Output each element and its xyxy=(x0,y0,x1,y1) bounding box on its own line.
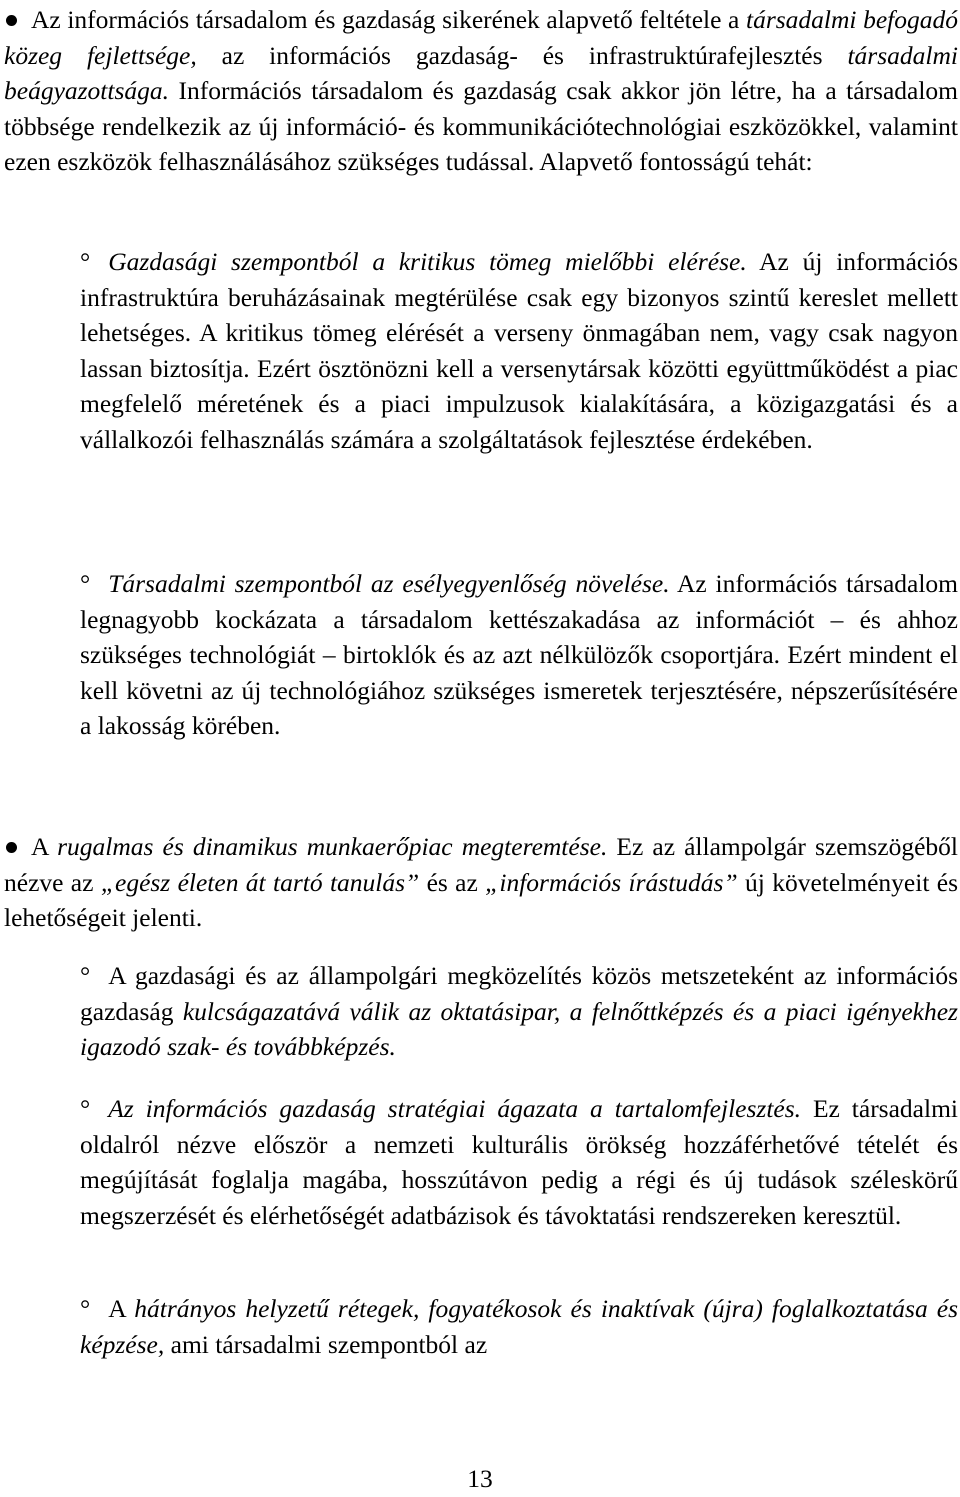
text-run: és az xyxy=(419,867,486,897)
italic-run: rugalmas és dinamikus munkaerőpiac megteremtése. xyxy=(57,832,608,861)
bullet-dot-icon xyxy=(6,842,17,853)
italic-run: Gazdasági szempontból a kritikus tömeg mielőbbi elérése. xyxy=(108,247,747,276)
text-run: Az információs társadalom és gazdaság sikerének alapvető feltétele a xyxy=(31,5,746,34)
italic-run: társadalmi beágyazottsága. xyxy=(4,40,958,106)
text-run: Ez az állampolgár szemszögéből nézve az xyxy=(4,832,958,897)
text-run: új követelményeit és lehetőségeit jelenti. xyxy=(4,867,959,933)
degree-marker-icon: ° xyxy=(80,569,91,598)
text-run: Az információs társadalom legnagyobb kockázata a társadalom kettészakadása az információt – és ahhoz szükséges technológiát – birtoklók és az azt nélkülözők csoportjára. Ezért mindent el kell követni az új technológiához szükséges ismeretek terjesztésére, népszerűsítésére a lakosság körében. xyxy=(80,569,959,741)
sub-paragraph-content xyxy=(80,1091,958,1233)
italic-run: hátrányos helyzetű rétegek, fogyatékosok és inaktívak (újra) foglalkoztatása és képzése, xyxy=(80,1294,958,1359)
italic-run: társadalmi befogadó közeg fejlettsége, xyxy=(4,5,959,70)
text-run: az információs gazdaság- és infrastruktúrafejlesztés xyxy=(196,40,848,70)
degree-marker-icon: ° xyxy=(80,247,91,276)
text-run: A xyxy=(108,1294,135,1323)
sub-paragraph-disadvantaged xyxy=(80,1291,958,1362)
degree-marker-icon: ° xyxy=(80,1294,91,1323)
degree-marker-icon: ° xyxy=(80,1094,91,1123)
text-run: A xyxy=(31,832,58,861)
text-run: Ez társadalmi oldalról nézve először a nemzeti kulturális örökség hozzáférhetővé tételét és megújítását foglalja magába, hosszútávon pedig a régi és új tudások széleskörű megszerzését és elérhetőségét adatbázisok és távoktatási rendszereken keresztül. xyxy=(80,1094,958,1230)
bullet-paragraph-1 xyxy=(4,2,958,180)
sub-paragraph-education xyxy=(80,958,958,1065)
bullet-dot-icon xyxy=(6,15,17,26)
page-number: 13 xyxy=(467,1464,493,1493)
sub-paragraph-social xyxy=(80,566,958,744)
text-run: Információs társadalom és gazdaság csak akkor jön létre, ha a társadalom többsége rendelkezik az új információ- és kommunikációtechnológiai eszközökkel, valamint ezen eszközök felhasználásához szükséges tudással. Alapvető fontosságú tehát: xyxy=(4,76,958,177)
text-run: Az új információs infrastruktúra beruházásainak megtérülése csak egy bizonyos szintű kereslet mellett lehetséges. A kritikus tömeg elérését a verseny önmagában nem, vagy csak nagyon lassan biztosítja. Ezért ösztönözni kell a versenytársak közötti együttműködést a piac megfelelő méretének és a piaci impulzusok kialakítására, a közigazgatási és a vállalkozói felhasználás számára a szolgáltatások fejlesztése érdekében. xyxy=(80,247,958,454)
bullet-paragraph-2 xyxy=(4,829,958,936)
text-run: ami társadalmi szempontból az xyxy=(164,1329,488,1359)
text-run: A gazdasági és az állampolgári megközelítés közös metszeteként az információs gazdaság xyxy=(80,961,958,1026)
italic-run: „egész életen át tartó tanulás” xyxy=(100,867,420,897)
degree-marker-icon: ° xyxy=(80,961,91,990)
italic-run: Az információs gazdaság stratégiai ágazata a tartalomfejlesztés. xyxy=(108,1094,802,1123)
italic-run: Társadalmi szempontból az esélyegyenlőség növelése. xyxy=(108,569,670,598)
italic-run: „információs írástudás” xyxy=(485,867,738,897)
sub-paragraph-economic xyxy=(80,244,958,458)
italic-run: kulcságazatává válik az oktatásipar, a felnőttképzés és a piaci igényekhez igazodó szak- és továbbképzés. xyxy=(80,996,958,1062)
